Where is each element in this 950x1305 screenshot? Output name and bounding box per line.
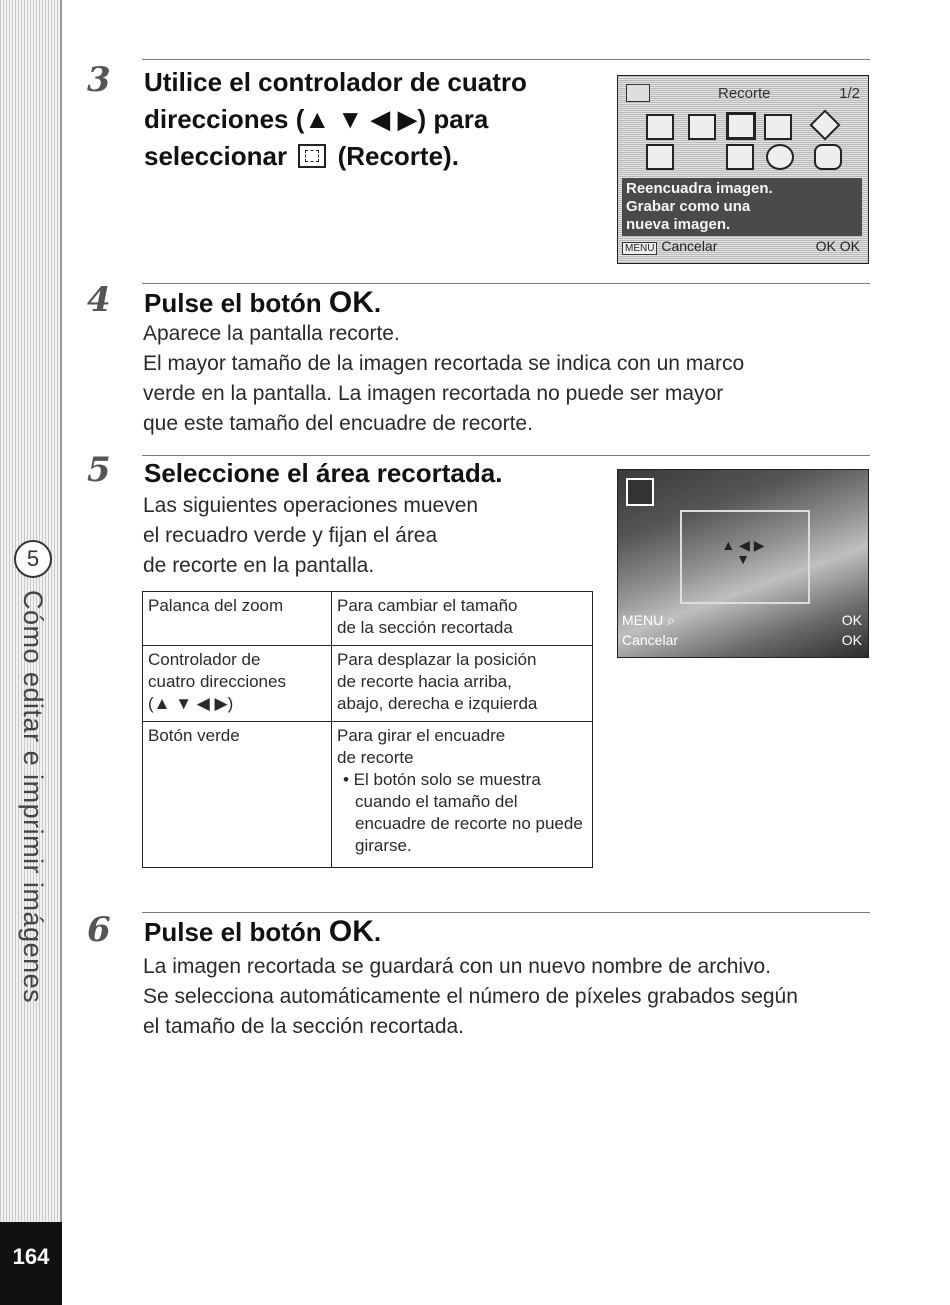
table-cell: Controlador de cuatro direcciones (▲ ▼ ◀ ▶) [143,646,332,722]
rotate-icon [809,109,840,140]
step-title-line: Utilice el controlador de cuatro [144,67,527,97]
step-title-text: . [373,288,382,318]
chapter-number-badge: 5 [14,540,52,578]
protect-icon [764,114,792,140]
body-line: el recuadro verde y fijan el área [143,524,438,547]
ok-hint [816,238,860,254]
screen-description [622,178,862,236]
operations-table [142,591,593,868]
body-line: que este tamaño del encuadre de recorte. [143,412,533,435]
table-cell: Para girar el encuadre de recorte • El botón solo se muestra cuando el tamaño del encuadre de recorte no puede girarse. [332,722,593,868]
slideshow-icon [646,114,674,140]
step-title [144,64,527,175]
menu-tag: MENU [622,242,657,255]
body-line: verde en la pantalla. La imagen recortada no puede ser mayor [143,382,724,405]
step-number: 3 [87,60,111,100]
body-line: el tamaño de la sección recortada. [143,1015,465,1038]
cancel-label: Cancelar [661,238,718,254]
table-cell: Palanca del zoom [143,592,332,646]
step-title-line: direcciones (▲ ▼ ◀ ▶) para [144,104,489,134]
step-number: 4 [87,280,111,320]
menu-tag: MENU [622,612,664,628]
table-cell: Para cambiar el tamaño de la sección recortada [332,592,593,646]
ok-tag: OK [841,612,862,628]
body-line: Se selecciona automáticamente el número de píxeles grabados según [143,985,798,1008]
description-line: Reencuadra imagen. [626,180,773,197]
body-line: de recorte en la pantalla. [143,554,375,577]
camera-screen-recorte-menu [617,75,869,264]
cancel-label: Cancelar [622,632,679,648]
frame-icon [726,144,754,170]
step-number: 5 [87,450,111,490]
red-eye-icon [766,144,794,170]
step-title [144,284,381,322]
body-line: El mayor tamaño de la imagen recortada se indica con un marco [143,352,745,375]
menu-cancel-hint [622,238,717,255]
menu-cancel-hint [622,610,678,650]
description-line: nueva imagen. [626,216,731,233]
crop-icon [298,144,326,168]
table-row [143,722,593,868]
step-title-text: Pulse el botón [144,288,322,318]
resize-icon [688,114,716,140]
table-cell: Para desplazar la posición de recorte hacia arriba, abajo, derecha e izquierda [332,646,593,722]
step-body [143,319,744,439]
crop-icon [726,112,756,140]
direction-arrows-icon: ▲ ◀ ▶ ▼ [721,537,765,567]
chapter-title: Cómo editar e imprimir imágenes [18,590,48,1004]
camera-screen-crop-frame [617,469,869,658]
screen-title: Recorte [718,85,771,102]
step-divider [142,59,870,60]
body-line: Las siguientes operaciones mueven [143,494,479,517]
step-title-text: Pulse el botón [144,917,322,947]
table-row [143,592,593,646]
body-line: La imagen recortada se guardará con un nuevo nombre de archivo. [143,955,772,978]
table-note: • El botón solo se muestra cuando el tamaño del encuadre de recorte no puede girarse. [343,770,583,855]
ok-label: OK [841,632,862,648]
step-title [144,913,381,951]
crop-icon [626,478,654,506]
step-title-text: (Recorte). [337,141,459,171]
page-number: 164 [0,1222,62,1305]
step-number: 6 [87,910,111,950]
voice-memo-icon [814,144,842,170]
ok-button-label: OK [328,286,374,319]
step-title: Seleccione el área recortada. [144,458,503,488]
screen-page-indicator: 1/2 [839,85,860,102]
ok-hint [842,610,862,650]
step-title-text: . [373,917,382,947]
step-title-text: seleccionar [144,141,288,171]
ok-tag: OK [815,238,836,254]
step-title-line [144,138,527,175]
playback-icon [626,84,650,102]
zoom-icon: ⌕ [667,612,675,628]
body-line: Aparece la pantalla recorte. [143,322,400,345]
filter-icon [646,144,674,170]
ok-button-label: OK [328,915,374,948]
description-line: Grabar como una [626,198,751,215]
step-body [143,491,478,581]
step-body [143,952,798,1042]
ok-label: OK [839,238,860,254]
table-cell: Botón verde [143,722,332,868]
table-row [143,646,593,722]
